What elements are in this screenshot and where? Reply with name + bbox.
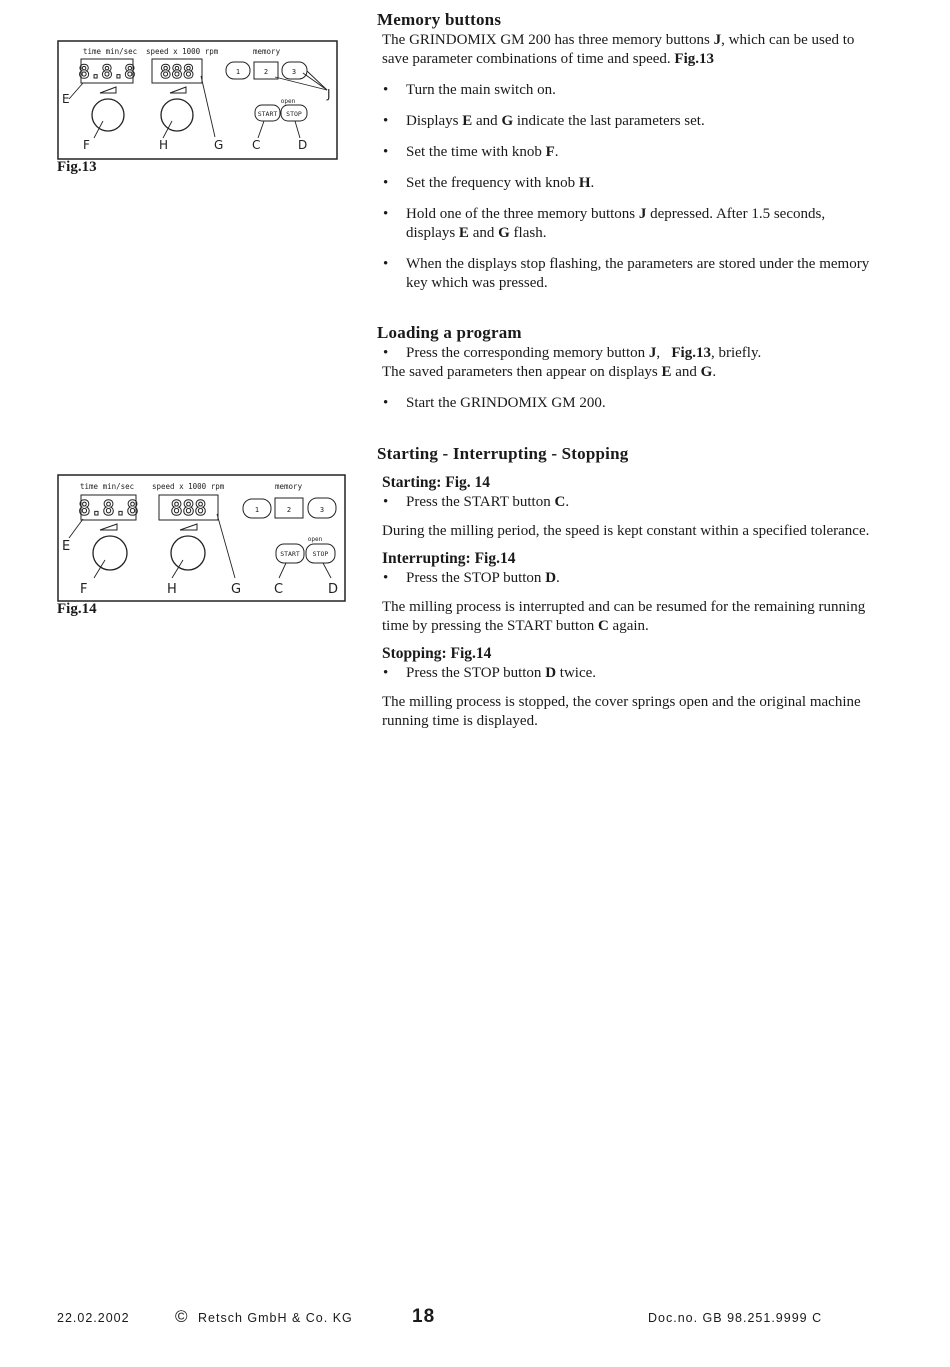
section-starting <box>377 443 877 731</box>
svg-text:3: 3 <box>319 506 325 514</box>
letter-F: F <box>83 138 90 152</box>
list-item: • Start the GRINDOMIX GM 200. <box>377 394 877 413</box>
page-number: 18 <box>412 1306 436 1327</box>
sub-heading-starting: Starting: Fig. 14 <box>382 474 491 491</box>
label-time: time min/sec <box>80 482 135 491</box>
time-display-digits: 8.8.8 <box>78 61 136 83</box>
time-display-digits: 8.8.8 <box>78 496 139 520</box>
svg-text:1: 1 <box>235 68 241 76</box>
svg-text:open: open <box>280 98 296 105</box>
letter-C: C <box>252 138 261 152</box>
letter-G: G <box>231 582 242 597</box>
svg-text:STOP: STOP <box>286 110 302 118</box>
section-loading-program <box>377 322 877 413</box>
letter-D: D <box>328 582 339 597</box>
control-panel-diagram <box>57 40 339 162</box>
svg-text:3: 3 <box>291 68 297 76</box>
figure-caption-13: Fig.13 <box>57 159 97 175</box>
paragraph: The milling process is stopped, the cover springs open and the original machine running time is displayed. <box>382 694 861 729</box>
control-panel-diagram <box>57 474 347 604</box>
ramp-icon <box>170 87 186 93</box>
ramp-icon <box>100 87 116 93</box>
list-item: • Displays E and G indicate the last parameters set. <box>377 112 877 131</box>
paragraph: During the milling period, the speed is kept constant within a specified tolerance. <box>382 523 870 539</box>
letter-F: F <box>80 582 88 597</box>
svg-text:STOP: STOP <box>312 550 329 558</box>
label-memory: memory <box>275 482 303 491</box>
ramp-icon <box>100 524 117 530</box>
intro-paragraph: The GRINDOMIX GM 200 has three memory buttons J, which can be used to save parameter combinations of time and speed. Fig.13 <box>382 32 855 67</box>
label-memory: memory <box>253 47 281 56</box>
sub-heading-interrupting: Interrupting: Fig.14 <box>382 550 516 567</box>
figure-caption-14: Fig.14 <box>57 601 97 617</box>
letter-E: E <box>62 92 70 106</box>
speed-knob <box>171 536 205 570</box>
letter-D: D <box>298 138 308 152</box>
letter-H: H <box>159 138 169 152</box>
svg-text:open: open <box>307 536 323 543</box>
label-speed: speed x 1000 rpm <box>146 47 219 56</box>
speed-knob <box>161 99 193 131</box>
label-time: time min/sec <box>83 47 138 56</box>
letter-C: C <box>274 582 284 597</box>
letter-J: J <box>327 87 331 101</box>
svg-text:1: 1 <box>254 506 260 514</box>
label-speed: speed x 1000 rpm <box>152 482 225 491</box>
time-knob <box>93 536 127 570</box>
list-item: • Press the corresponding memory button J, Fig.13, briefly. <box>377 344 877 363</box>
letter-G: G <box>214 138 224 152</box>
paragraph: The milling process is interrupted and can be resumed for the remaining running time by pressing the START button C again. <box>382 599 866 634</box>
svg-text:START: START <box>280 550 300 558</box>
list-item: • When the displays stop flashing, the parameters are stored under the memory key which was pressed. <box>377 255 877 293</box>
footer-company: Retsch GmbH & Co. KG <box>198 1311 353 1325</box>
list-item: • Set the frequency with knob H. <box>377 174 877 193</box>
list-item: • Hold one of the three memory buttons J depressed. After 1.5 seconds, displays E and G flash. <box>377 205 877 243</box>
footer-docno: Doc.no. GB 98.251.9999 C <box>648 1311 823 1325</box>
time-knob <box>92 99 124 131</box>
ramp-icon <box>180 524 197 530</box>
letter-E: E <box>62 539 71 554</box>
sub-heading-stopping: Stopping: Fig.14 <box>382 645 492 662</box>
letter-H: H <box>167 582 177 597</box>
section-memory-buttons <box>377 9 877 293</box>
speed-display-digits: 888 <box>170 496 207 520</box>
speed-display-digits: 888 <box>159 61 195 83</box>
list-item: • Press the STOP button D twice. <box>377 664 877 683</box>
section-heading: Memory buttons <box>377 10 502 29</box>
section-heading: Starting - Interrupting - Stopping <box>377 444 629 463</box>
footer-date: 22.02.2002 <box>57 1311 130 1325</box>
list-item: • Turn the main switch on. <box>377 81 877 100</box>
section-heading: Loading a program <box>377 323 522 342</box>
list-item: • Press the STOP button D. <box>377 569 877 588</box>
figure-13 <box>57 40 339 162</box>
svg-text:2: 2 <box>263 68 269 76</box>
svg-text:START: START <box>257 110 278 118</box>
figure-14 <box>57 474 347 604</box>
paragraph: The saved parameters then appear on displays E and G. <box>382 364 717 380</box>
list-item: • Set the time with knob F. <box>377 143 877 162</box>
list-item: • Press the START button C. <box>377 493 877 512</box>
copyright-icon: © <box>175 1307 189 1326</box>
svg-text:2: 2 <box>286 506 292 514</box>
